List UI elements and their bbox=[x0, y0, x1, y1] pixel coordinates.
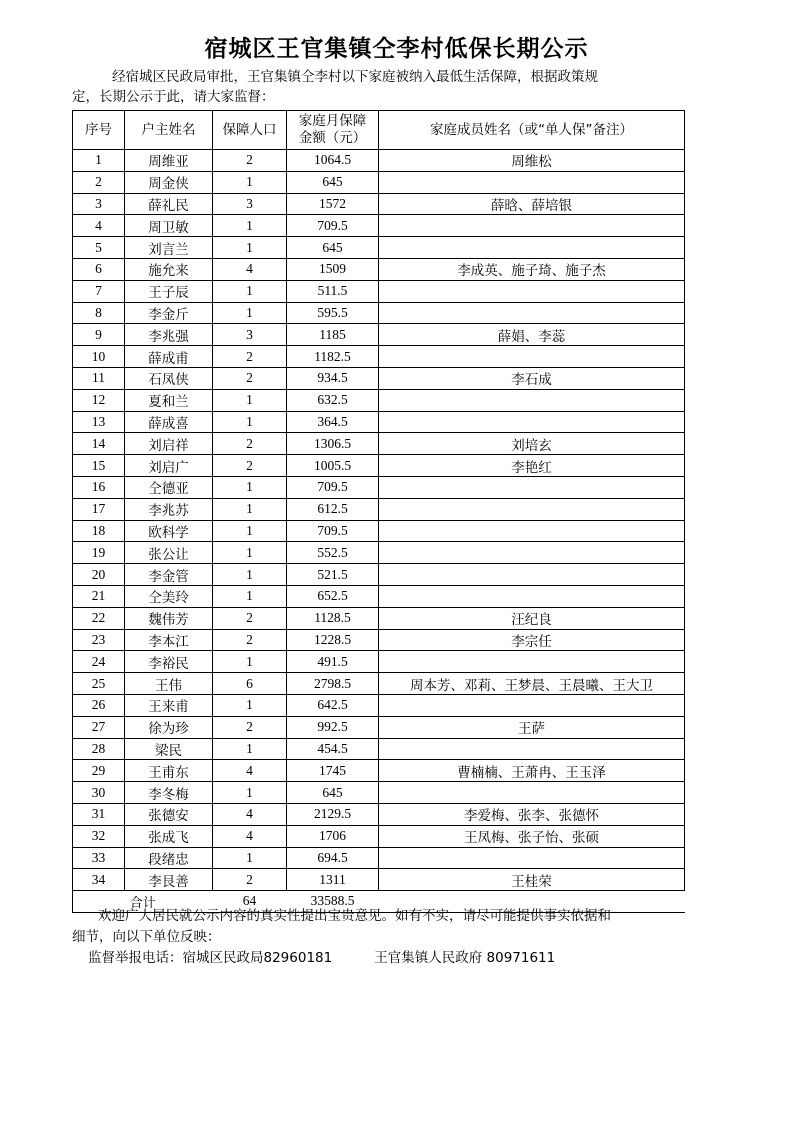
row-members: 王萨 bbox=[379, 716, 685, 738]
header-seq: 序号 bbox=[73, 111, 125, 150]
row-amount: 709.5 bbox=[287, 215, 379, 237]
row-amount: 1185 bbox=[287, 324, 379, 346]
table-row bbox=[73, 803, 685, 825]
row-amount: 645 bbox=[287, 171, 379, 193]
row-members bbox=[379, 585, 685, 607]
row-people: 1 bbox=[213, 520, 287, 542]
row-seq: 30 bbox=[73, 782, 125, 804]
table-row bbox=[73, 738, 685, 760]
row-members: 周维松 bbox=[379, 150, 685, 172]
row-people: 1 bbox=[213, 237, 287, 259]
intro-line-1: 经宿城区民政局审批，王官集镇仝李村以下家庭被纳入最低生活保障，根据政策规 bbox=[112, 69, 598, 85]
row-head-name: 周金侠 bbox=[125, 171, 213, 193]
row-members bbox=[379, 498, 685, 520]
table-row bbox=[73, 455, 685, 477]
row-people: 2 bbox=[213, 629, 287, 651]
table-row bbox=[73, 324, 685, 346]
row-head-name: 李本江 bbox=[125, 629, 213, 651]
table-row bbox=[73, 258, 685, 280]
row-people: 4 bbox=[213, 760, 287, 782]
header-members: 家庭成员姓名（或“单人保”备注） bbox=[379, 111, 685, 150]
row-seq: 33 bbox=[73, 847, 125, 869]
row-members: 李石成 bbox=[379, 367, 685, 389]
row-members: 薛娟、李蕊 bbox=[379, 324, 685, 346]
total-people: 64 bbox=[213, 891, 287, 913]
row-people: 1 bbox=[213, 694, 287, 716]
row-members: 刘培玄 bbox=[379, 433, 685, 455]
row-seq: 21 bbox=[73, 585, 125, 607]
row-seq: 20 bbox=[73, 564, 125, 586]
row-amount: 1706 bbox=[287, 825, 379, 847]
row-amount: 491.5 bbox=[287, 651, 379, 673]
row-head-name: 李艮善 bbox=[125, 869, 213, 891]
row-people: 6 bbox=[213, 673, 287, 695]
row-people: 1 bbox=[213, 564, 287, 586]
header-amount-text: 家庭月保障 金额（元） bbox=[298, 113, 367, 146]
row-members bbox=[379, 215, 685, 237]
row-seq: 25 bbox=[73, 673, 125, 695]
row-amount: 1311 bbox=[287, 869, 379, 891]
row-seq: 26 bbox=[73, 694, 125, 716]
row-members bbox=[379, 389, 685, 411]
row-head-name: 石凤侠 bbox=[125, 367, 213, 389]
table-row bbox=[73, 542, 685, 564]
row-head-name: 张公让 bbox=[125, 542, 213, 564]
table-row bbox=[73, 694, 685, 716]
table-row bbox=[73, 520, 685, 542]
row-head-name: 张德安 bbox=[125, 803, 213, 825]
row-amount: 709.5 bbox=[287, 476, 379, 498]
row-seq: 9 bbox=[73, 324, 125, 346]
table-row bbox=[73, 346, 685, 368]
row-seq: 6 bbox=[73, 258, 125, 280]
row-head-name: 魏伟芳 bbox=[125, 607, 213, 629]
intro-line-2: 定，长期公示于此，请大家监督： bbox=[72, 89, 275, 105]
row-seq: 29 bbox=[73, 760, 125, 782]
row-members: 王桂荣 bbox=[379, 869, 685, 891]
table-row bbox=[73, 433, 685, 455]
row-amount: 709.5 bbox=[287, 520, 379, 542]
row-amount: 1182.5 bbox=[287, 346, 379, 368]
row-seq: 5 bbox=[73, 237, 125, 259]
row-people: 1 bbox=[213, 542, 287, 564]
row-amount: 934.5 bbox=[287, 367, 379, 389]
row-head-name: 刘启祥 bbox=[125, 433, 213, 455]
row-head-name: 李金管 bbox=[125, 564, 213, 586]
table-row bbox=[73, 825, 685, 847]
table-row bbox=[73, 847, 685, 869]
row-seq: 14 bbox=[73, 433, 125, 455]
row-members bbox=[379, 520, 685, 542]
table-row bbox=[73, 782, 685, 804]
row-head-name: 欧科学 bbox=[125, 520, 213, 542]
row-people: 1 bbox=[213, 280, 287, 302]
row-head-name: 李裕民 bbox=[125, 651, 213, 673]
row-members bbox=[379, 171, 685, 193]
row-people: 1 bbox=[213, 171, 287, 193]
row-members: 汪纪良 bbox=[379, 607, 685, 629]
row-seq: 24 bbox=[73, 651, 125, 673]
table-row bbox=[73, 280, 685, 302]
row-members bbox=[379, 782, 685, 804]
row-seq: 31 bbox=[73, 803, 125, 825]
row-amount: 645 bbox=[287, 237, 379, 259]
row-head-name: 刘启广 bbox=[125, 455, 213, 477]
row-people: 1 bbox=[213, 476, 287, 498]
footer-line-1: 欢迎广大居民就公示内容的真实性提出宝贵意见。如有不实，请尽可能提供事实依据和 bbox=[98, 908, 611, 924]
row-members bbox=[379, 302, 685, 324]
row-members bbox=[379, 411, 685, 433]
row-seq: 11 bbox=[73, 367, 125, 389]
row-members bbox=[379, 280, 685, 302]
row-people: 2 bbox=[213, 607, 287, 629]
row-head-name: 李兆强 bbox=[125, 324, 213, 346]
row-seq: 22 bbox=[73, 607, 125, 629]
row-head-name: 周卫敏 bbox=[125, 215, 213, 237]
table-row bbox=[73, 585, 685, 607]
row-amount: 521.5 bbox=[287, 564, 379, 586]
header-amount bbox=[287, 111, 379, 150]
row-members bbox=[379, 476, 685, 498]
row-amount: 645 bbox=[287, 782, 379, 804]
row-head-name: 王甫东 bbox=[125, 760, 213, 782]
row-head-name: 夏和兰 bbox=[125, 389, 213, 411]
contact-phones bbox=[88, 946, 555, 966]
row-members: 薛晗、薛培银 bbox=[379, 193, 685, 215]
table-row bbox=[73, 760, 685, 782]
table-row bbox=[73, 629, 685, 651]
row-people: 2 bbox=[213, 716, 287, 738]
table-row bbox=[73, 869, 685, 891]
intro-paragraph bbox=[72, 67, 722, 107]
row-head-name: 李冬梅 bbox=[125, 782, 213, 804]
page-title: 宿城区王官集镇仝李村低保长期公示 bbox=[204, 35, 589, 62]
row-people: 3 bbox=[213, 193, 287, 215]
row-people: 2 bbox=[213, 455, 287, 477]
row-members: 周本芳、邓莉、王梦晨、王晨曦、王大卫 bbox=[379, 673, 685, 695]
row-amount: 1306.5 bbox=[287, 433, 379, 455]
row-seq: 23 bbox=[73, 629, 125, 651]
row-people: 1 bbox=[213, 498, 287, 520]
row-people: 1 bbox=[213, 651, 287, 673]
row-people: 1 bbox=[213, 302, 287, 324]
row-people: 4 bbox=[213, 258, 287, 280]
row-seq: 28 bbox=[73, 738, 125, 760]
row-seq: 10 bbox=[73, 346, 125, 368]
row-people: 1 bbox=[213, 389, 287, 411]
row-amount: 364.5 bbox=[287, 411, 379, 433]
phone-town-government: 王官集镇人民政府 80971611 bbox=[374, 950, 556, 966]
row-amount: 552.5 bbox=[287, 542, 379, 564]
row-seq: 13 bbox=[73, 411, 125, 433]
row-head-name: 仝德亚 bbox=[125, 476, 213, 498]
table-row bbox=[73, 476, 685, 498]
row-amount: 992.5 bbox=[287, 716, 379, 738]
table-row bbox=[73, 237, 685, 259]
row-seq: 16 bbox=[73, 476, 125, 498]
row-seq: 32 bbox=[73, 825, 125, 847]
row-seq: 2 bbox=[73, 171, 125, 193]
row-seq: 18 bbox=[73, 520, 125, 542]
row-members bbox=[379, 651, 685, 673]
row-members: 李爱梅、张李、张德怀 bbox=[379, 803, 685, 825]
table-row bbox=[73, 498, 685, 520]
total-label: 合计 bbox=[73, 891, 213, 913]
row-people: 2 bbox=[213, 346, 287, 368]
total-amount: 33588.5 bbox=[287, 891, 379, 913]
row-people: 4 bbox=[213, 803, 287, 825]
phone-civil-affairs: 宿城区民政局82960181 bbox=[182, 950, 333, 966]
row-people: 1 bbox=[213, 847, 287, 869]
row-members bbox=[379, 346, 685, 368]
row-people: 2 bbox=[213, 150, 287, 172]
table-row bbox=[73, 673, 685, 695]
row-head-name: 张成飞 bbox=[125, 825, 213, 847]
row-head-name: 薛成喜 bbox=[125, 411, 213, 433]
row-amount: 632.5 bbox=[287, 389, 379, 411]
row-head-name: 李兆苏 bbox=[125, 498, 213, 520]
row-people: 2 bbox=[213, 433, 287, 455]
row-seq: 1 bbox=[73, 150, 125, 172]
table-row bbox=[73, 171, 685, 193]
row-amount: 652.5 bbox=[287, 585, 379, 607]
row-members bbox=[379, 542, 685, 564]
row-people: 3 bbox=[213, 324, 287, 346]
row-people: 2 bbox=[213, 869, 287, 891]
row-members: 李成英、施子琦、施子杰 bbox=[379, 258, 685, 280]
row-seq: 15 bbox=[73, 455, 125, 477]
row-amount: 612.5 bbox=[287, 498, 379, 520]
row-seq: 19 bbox=[73, 542, 125, 564]
row-amount: 2798.5 bbox=[287, 673, 379, 695]
row-head-name: 王来甫 bbox=[125, 694, 213, 716]
row-amount: 1064.5 bbox=[287, 150, 379, 172]
header-people: 保障人口 bbox=[213, 111, 287, 150]
row-people: 1 bbox=[213, 585, 287, 607]
row-head-name: 刘言兰 bbox=[125, 237, 213, 259]
row-head-name: 王伟 bbox=[125, 673, 213, 695]
row-seq: 17 bbox=[73, 498, 125, 520]
table-row bbox=[73, 607, 685, 629]
row-members bbox=[379, 847, 685, 869]
row-amount: 511.5 bbox=[287, 280, 379, 302]
row-seq: 7 bbox=[73, 280, 125, 302]
row-head-name: 段绪忠 bbox=[125, 847, 213, 869]
table-row bbox=[73, 389, 685, 411]
row-people: 1 bbox=[213, 411, 287, 433]
row-head-name: 施允来 bbox=[125, 258, 213, 280]
row-head-name: 仝美玲 bbox=[125, 585, 213, 607]
row-amount: 1509 bbox=[287, 258, 379, 280]
table-row bbox=[73, 302, 685, 324]
table-row bbox=[73, 716, 685, 738]
table-row bbox=[73, 215, 685, 237]
row-members bbox=[379, 564, 685, 586]
row-amount: 1005.5 bbox=[287, 455, 379, 477]
table-row bbox=[73, 411, 685, 433]
row-members: 李宗任 bbox=[379, 629, 685, 651]
row-seq: 4 bbox=[73, 215, 125, 237]
row-amount: 1745 bbox=[287, 760, 379, 782]
table-row bbox=[73, 367, 685, 389]
row-members bbox=[379, 694, 685, 716]
row-people: 1 bbox=[213, 215, 287, 237]
row-people: 1 bbox=[213, 782, 287, 804]
table-row bbox=[73, 564, 685, 586]
row-head-name: 徐为珍 bbox=[125, 716, 213, 738]
row-members bbox=[379, 738, 685, 760]
row-amount: 694.5 bbox=[287, 847, 379, 869]
phone-label: 监督举报电话： bbox=[88, 950, 183, 966]
relief-table bbox=[72, 110, 685, 913]
row-amount: 595.5 bbox=[287, 302, 379, 324]
row-seq: 27 bbox=[73, 716, 125, 738]
row-members: 李艳红 bbox=[379, 455, 685, 477]
row-head-name: 李金斤 bbox=[125, 302, 213, 324]
row-amount: 2129.5 bbox=[287, 803, 379, 825]
row-people: 1 bbox=[213, 738, 287, 760]
row-amount: 642.5 bbox=[287, 694, 379, 716]
row-seq: 8 bbox=[73, 302, 125, 324]
table-row bbox=[73, 651, 685, 673]
row-members bbox=[379, 237, 685, 259]
footer-paragraph bbox=[72, 906, 732, 948]
row-members: 王凤梅、张子怡、张硕 bbox=[379, 825, 685, 847]
row-amount: 1572 bbox=[287, 193, 379, 215]
row-amount: 454.5 bbox=[287, 738, 379, 760]
footer-line-2: 细节，向以下单位反映： bbox=[72, 929, 221, 945]
table-body bbox=[73, 150, 685, 913]
row-people: 4 bbox=[213, 825, 287, 847]
row-head-name: 梁民 bbox=[125, 738, 213, 760]
row-head-name: 周维亚 bbox=[125, 150, 213, 172]
table-row bbox=[73, 193, 685, 215]
table-row bbox=[73, 150, 685, 172]
row-head-name: 薛礼民 bbox=[125, 193, 213, 215]
row-head-name: 薛成甫 bbox=[125, 346, 213, 368]
header-head-name: 户主姓名 bbox=[125, 111, 213, 150]
row-seq: 34 bbox=[73, 869, 125, 891]
row-people: 2 bbox=[213, 367, 287, 389]
row-seq: 3 bbox=[73, 193, 125, 215]
row-members: 曹楠楠、王萧冉、王玉泽 bbox=[379, 760, 685, 782]
row-seq: 12 bbox=[73, 389, 125, 411]
row-amount: 1228.5 bbox=[287, 629, 379, 651]
table-header-row bbox=[73, 111, 685, 150]
row-amount: 1128.5 bbox=[287, 607, 379, 629]
row-head-name: 王子辰 bbox=[125, 280, 213, 302]
